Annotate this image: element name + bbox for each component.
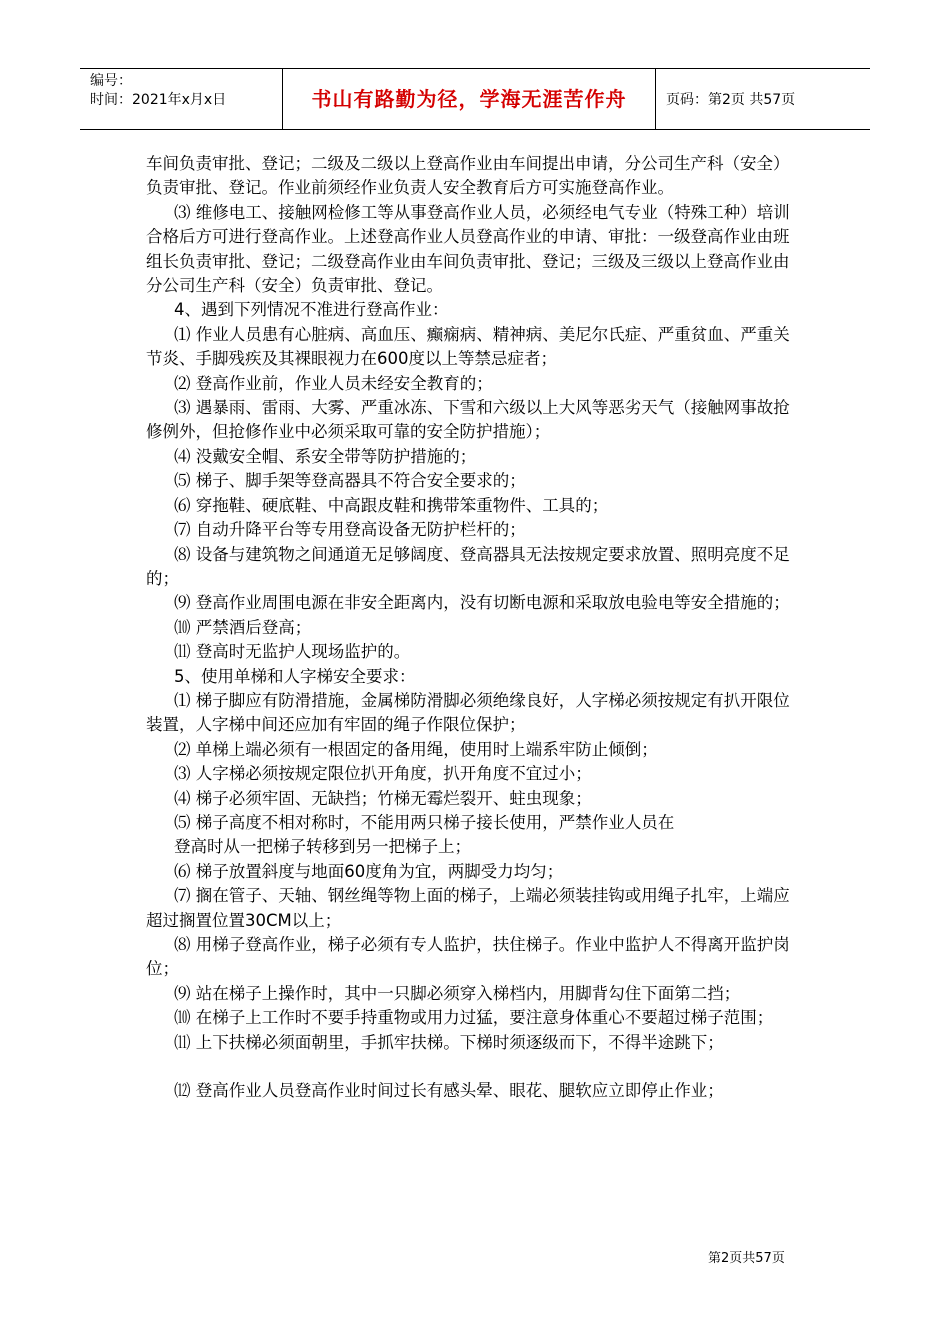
document-body [146,152,804,1103]
paragraph: 车间负责审批、登记；二级及二级以上登高作业由车间提出申请，分公司生产科（安全）负责审批、登记。作业前须经作业负责人安全教育后方可实施登高作业。 [146,154,790,198]
header-motto: 书山有路勤为径，学海无涯苦作舟 [311,87,627,111]
section-heading: 4、遇到下列情况不准进行登高作业： [174,300,449,320]
list-item: ⑼ 站在梯子上操作时，其中一只脚必须穿入梯档内，用脚背勾住下面第二挡； [174,983,741,1003]
header-divider-right [655,68,656,130]
list-item: ⑾ 上下扶梯必须面朝里，手抓牢扶梯。下梯时须逐级而下，不得半途跳下； [174,1032,724,1052]
paragraph-gap [146,1055,804,1079]
list-item: ⑹ 穿拖鞋、硬底鞋、中高跟皮鞋和携带笨重物件、工具的； [174,495,609,515]
list-item: ⑶ 遇暴雨、雷雨、大雾、严重冰冻、下雪和六级以上大风等恶劣天气（接触网事故抢修例外，但抢修作业中必须采取可靠的安全防护措施）； [146,398,790,442]
list-item: ⑾ 登高时无监护人现场监护的。 [174,642,411,662]
paragraph: ⑶ 维修电工、接触网检修工等从事登高作业人员，必须经电气专业（特殊工种）培训合格后方可进行登高作业。上述登高作业人员登高作业的申请、审批：一级登高作业由班组长负责审批、登记；二级登高作业由车间负责审批、登记；三级及三级以上登高作业由分公司生产科（安全）负责审批、登记。 [146,202,790,296]
list-item: ⑸ 梯子高度不相对称时，不能用两只梯子接长使用，严禁作业人员在 [174,812,675,832]
list-item: ⑵ 登高作业前，作业人员未经安全教育的； [174,373,493,393]
list-item: ⑶ 人字梯必须按规定限位扒开角度，扒开角度不宜过小； [174,764,592,784]
page-footer: 第2页共57页 [708,1251,785,1266]
page-header [80,68,870,130]
document-date: 时间：2021年x月x日 [90,92,227,108]
list-item: ⑺ 搁在管子、天轴、钢丝绳等物上面的梯子，上端必须装挂钩或用绳子扎牢，上端应超过搁置位置30CM以上； [146,886,790,930]
list-item: ⑴ 作业人员患有心脏病、高血压、癫痫病、精神病、美尼尔氏症、严重贫血、严重关节炎、手脚残疾及其裸眼视力在600度以上等禁忌症者； [146,324,790,369]
list-item: ⑺ 自动升降平台等专用登高设备无防护栏杆的； [174,520,526,540]
list-item: ⑼ 登高作业周围电源在非安全距离内，没有切断电源和采取放电验电等安全措施的； [174,593,790,613]
document-number: 编号： [90,73,132,89]
section-heading: 5、使用单梯和人字梯安全要求： [174,666,416,686]
header-page-code: 页码：第2页 共57页 [666,92,796,108]
list-item: ⑽ 在梯子上工作时不要手持重物或用力过猛，要注意身体重心不要超过梯子范围； [174,1008,774,1028]
list-item: ⑻ 用梯子登高作业，梯子必须有专人监护，扶住梯子。作业中监护人不得离开监护岗位； [146,935,790,979]
list-item: ⑻ 设备与建筑物之间通道无足够阔度、登高器具无法按规定要求放置、照明亮度不足的； [146,544,790,588]
list-item: ⑿ 登高作业人员登高作业时间过长有感头晕、眼花、腿软应立即停止作业； [174,1081,724,1101]
list-item: ⑷ 没戴安全帽、系安全带等防护措施的； [174,446,477,466]
list-item: ⑹ 梯子放置斜度与地面60度角为宜，两脚受力均匀； [174,861,564,881]
list-item-continuation: 登高时从一把梯子转移到另一把梯子上； [174,837,471,857]
list-item: ⑵ 单梯上端必须有一根固定的备用绳，使用时上端系牢防止倾倒； [174,739,658,759]
list-item: ⑴ 梯子脚应有防滑措施，金属梯防滑脚必须绝缘良好，人字梯必须按规定有扒开限位装置，人字梯中间还应加有牢固的绳子作限位保护； [146,690,790,735]
list-item: ⑷ 梯子必须牢固、无缺挡；竹梯无霉烂裂开、蛀虫现象； [174,788,592,808]
list-item: ⑽ 严禁酒后登高； [174,617,312,637]
list-item: ⑸ 梯子、脚手架等登高器具不符合安全要求的； [174,471,526,491]
